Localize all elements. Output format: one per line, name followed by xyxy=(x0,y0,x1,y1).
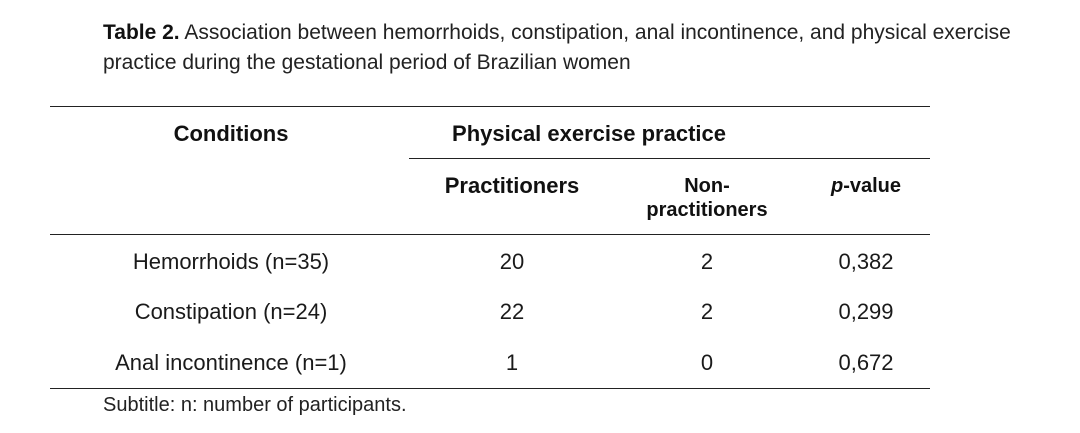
table-top-rule xyxy=(50,106,930,107)
header-bottom-rule xyxy=(50,234,930,235)
table-row-2-condition: Constipation (n=24) xyxy=(134,299,328,324)
table-bottom-rule xyxy=(50,388,930,389)
table-caption-text: Association between hemorrhoids, constipation, anal incontinence, and physical exercise practice during the gestational period of Brazilian women xyxy=(103,21,1011,74)
table-row-2-p-value: 0,299 xyxy=(838,299,894,324)
table-caption xyxy=(103,18,1023,78)
header-conditions: Conditions xyxy=(173,121,289,146)
header-non-practitioners xyxy=(607,174,807,222)
table-row-2-non-practitioners: 2 xyxy=(700,299,714,324)
table-caption-label: Table 2. xyxy=(103,21,180,44)
table-row-3-p-value: 0,672 xyxy=(838,350,894,375)
header-p-value xyxy=(796,174,936,198)
table-row-3-non-practitioners: 0 xyxy=(700,350,714,375)
group-header-rule xyxy=(409,158,930,159)
table-row-1-non-practitioners: 2 xyxy=(700,249,714,274)
header-p-value-rest: -value xyxy=(843,175,902,197)
table-subtitle: Subtitle: n: number of participants. xyxy=(103,394,407,416)
header-non-practitioners-line2: practitioners xyxy=(646,199,768,221)
table-row-2-practitioners: 22 xyxy=(499,299,525,324)
table-row-1-condition: Hemorrhoids (n=35) xyxy=(132,249,330,274)
header-non-practitioners-line1: Non- xyxy=(684,175,730,197)
table-row-1-practitioners: 20 xyxy=(499,249,525,274)
table-row-1-p-value: 0,382 xyxy=(838,249,894,274)
table-row-3-condition: Anal incontinence (n=1) xyxy=(115,350,347,375)
header-physical-exercise-practice: Physical exercise practice xyxy=(452,121,726,146)
header-practitioners: Practitioners xyxy=(444,173,580,198)
header-p-value-italic: p xyxy=(830,175,844,197)
table-row-3-practitioners: 1 xyxy=(505,350,519,375)
